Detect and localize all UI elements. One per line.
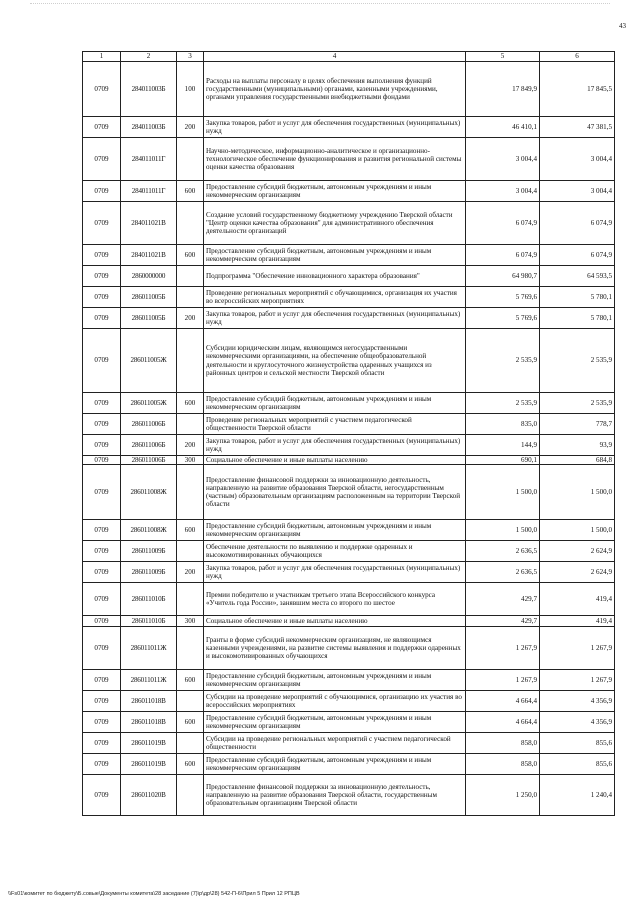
description-cell: Субсидии на проведение региональных мероприятий с участием педагогической общественности [204, 733, 466, 754]
header-col-2: 2 [121, 52, 177, 62]
code-cell: 286011020В [121, 775, 177, 816]
section-cell: 0709 [83, 245, 121, 266]
section-cell: 0709 [83, 287, 121, 308]
table-row [83, 465, 615, 520]
description-cell: Проведение региональных мероприятий с участием педагогической общественности Тверской области [204, 414, 466, 435]
description-cell: Подпрограмма "Обеспечение инновационного характера образования" [204, 266, 466, 287]
description-cell: Предоставление финансовой поддержки за инновационную деятельность, направленную на развитие образования Тверской области, негосударственным (частным) образовательным организациям расположенным на территории Тверской области [204, 465, 466, 520]
type-cell: 100 [177, 62, 204, 117]
description-cell: Гранты в форме субсидий некоммерческим организациям, не являющимся казенными учреждениями, на развитие системы выявления и поддержки одаренных и высокомотивированных обучающихся [204, 627, 466, 670]
code-cell: 286011009Б [121, 562, 177, 583]
amount-cell-2: 1 500,0 [540, 520, 615, 541]
description-cell: Субсидии юридическим лицам, являющимся негосударственными некоммерческими организациями, на обеспечение общеобразовательной деятельности и круглосуточного жизнеустройства одаренных учащихся из районных центров и сельской местности Тверской области [204, 329, 466, 393]
table-row [83, 181, 615, 202]
code-cell: 286011006Б [121, 414, 177, 435]
amount-cell-1: 4 664,4 [466, 691, 540, 712]
code-cell: 286011019В [121, 733, 177, 754]
section-cell: 0709 [83, 138, 121, 181]
amount-cell-2: 1 267,9 [540, 627, 615, 670]
amount-cell-1: 1 500,0 [466, 465, 540, 520]
amount-cell-2: 4 356,9 [540, 712, 615, 733]
type-cell: 600 [177, 245, 204, 266]
table-row [83, 329, 615, 393]
section-cell: 0709 [83, 202, 121, 245]
amount-cell-2: 1 240,4 [540, 775, 615, 816]
amount-cell-1: 690,1 [466, 456, 540, 465]
amount-cell-2: 17 845,5 [540, 62, 615, 117]
type-cell: 600 [177, 181, 204, 202]
code-cell: 286011010Б [121, 583, 177, 616]
amount-cell-1: 2 636,5 [466, 541, 540, 562]
description-cell: Обеспечение деятельности по выявлению и поддержке одаренных и высокомотивированных обучающихся [204, 541, 466, 562]
code-cell: 286011018В [121, 712, 177, 733]
table-row [83, 117, 615, 138]
type-cell: 600 [177, 393, 204, 414]
amount-cell-2: 3 004,4 [540, 138, 615, 181]
amount-cell-2: 6 074,9 [540, 245, 615, 266]
section-cell: 0709 [83, 456, 121, 465]
type-cell: 200 [177, 308, 204, 329]
section-cell: 0709 [83, 691, 121, 712]
table-row [83, 733, 615, 754]
section-cell: 0709 [83, 62, 121, 117]
amount-cell-1: 1 267,9 [466, 627, 540, 670]
section-cell: 0709 [83, 414, 121, 435]
table-row [83, 627, 615, 670]
table-row [83, 691, 615, 712]
code-cell: 286011009Б [121, 541, 177, 562]
code-cell: 286011005Б [121, 287, 177, 308]
amount-cell-2: 5 780,1 [540, 308, 615, 329]
table-row [83, 456, 615, 465]
amount-cell-1: 2 535,9 [466, 393, 540, 414]
amount-cell-2: 2 535,9 [540, 393, 615, 414]
amount-cell-1: 4 664,4 [466, 712, 540, 733]
table-row [83, 287, 615, 308]
type-cell [177, 541, 204, 562]
section-cell: 0709 [83, 266, 121, 287]
amount-cell-1: 6 074,9 [466, 245, 540, 266]
type-cell [177, 202, 204, 245]
type-cell [177, 627, 204, 670]
code-cell: 2860000000 [121, 266, 177, 287]
amount-cell-2: 855,6 [540, 733, 615, 754]
table-row [83, 62, 615, 117]
description-cell: Закупка товаров, работ и услуг для обеспечения государственных (муниципальных) нужд [204, 562, 466, 583]
amount-cell-2: 855,6 [540, 754, 615, 775]
table-row [83, 138, 615, 181]
table-row [83, 393, 615, 414]
header-col-3: 3 [177, 52, 204, 62]
section-cell: 0709 [83, 562, 121, 583]
description-cell: Социальное обеспечение и иные выплаты населению [204, 616, 466, 627]
table-row [83, 670, 615, 691]
code-cell: 286011011Ж [121, 670, 177, 691]
description-cell: Предоставление субсидий бюджетным, автономным учреждениям и иным некоммерческим организациям [204, 670, 466, 691]
description-cell: Предоставление субсидий бюджетным, автономным учреждениям и иным некоммерческим организациям [204, 520, 466, 541]
description-cell: Закупка товаров, работ и услуг для обеспечения государственных (муниципальных) нужд [204, 308, 466, 329]
amount-cell-1: 1 250,0 [466, 775, 540, 816]
amount-cell-2: 419,4 [540, 583, 615, 616]
section-cell: 0709 [83, 308, 121, 329]
amount-cell-2: 419,4 [540, 616, 615, 627]
description-cell: Научно-методическое, информационно-аналитическое и организационно-технологическое обеспечение функционирования и развития региональной системы оценки качества образования [204, 138, 466, 181]
code-cell: 284011003Б [121, 62, 177, 117]
section-cell: 0709 [83, 181, 121, 202]
table-row [83, 266, 615, 287]
description-cell: Премии победителю и участникам третьего этапа Всероссийского конкурса «Учитель года России», занявшим места со второго по шестое [204, 583, 466, 616]
section-cell: 0709 [83, 627, 121, 670]
type-cell: 200 [177, 435, 204, 456]
type-cell [177, 465, 204, 520]
description-cell: Социальное обеспечение и иные выплаты населению [204, 456, 466, 465]
header-col-1: 1 [83, 52, 121, 62]
type-cell: 200 [177, 117, 204, 138]
file-path-footer: \\Fs01\комитет по бюджету\Б.совые\Документы комитета\28 заседание (7)\р\др\28) 542-П-6\Прил 5 Прил 12 РПЦВ [8, 891, 300, 897]
type-cell: 600 [177, 754, 204, 775]
section-cell: 0709 [83, 775, 121, 816]
table-row [83, 583, 615, 616]
type-cell: 600 [177, 712, 204, 733]
type-cell [177, 691, 204, 712]
amount-cell-1: 2 636,5 [466, 562, 540, 583]
code-cell: 286011018В [121, 691, 177, 712]
amount-cell-1: 2 535,9 [466, 329, 540, 393]
type-cell: 300 [177, 616, 204, 627]
code-cell: 284011021В [121, 245, 177, 266]
description-cell: Создание условий государственному бюджетному учреждению Тверской области "Центр оценки качества образования" для административного обеспечения деятельности организаций [204, 202, 466, 245]
description-cell: Субсидии на проведение мероприятий с обучающимися, организацию их участия во всероссийских мероприятиях [204, 691, 466, 712]
section-cell: 0709 [83, 520, 121, 541]
header-row [83, 52, 615, 62]
amount-cell-2: 778,7 [540, 414, 615, 435]
page-number: 43 [619, 22, 626, 30]
type-cell [177, 287, 204, 308]
amount-cell-1: 858,0 [466, 754, 540, 775]
section-cell: 0709 [83, 754, 121, 775]
code-cell: 286011008Ж [121, 520, 177, 541]
table-row [83, 775, 615, 816]
amount-cell-1: 5 769,6 [466, 308, 540, 329]
amount-cell-2: 684,8 [540, 456, 615, 465]
amount-cell-1: 1 500,0 [466, 520, 540, 541]
table-row [83, 245, 615, 266]
code-cell: 286011006Б [121, 456, 177, 465]
type-cell [177, 266, 204, 287]
section-cell: 0709 [83, 117, 121, 138]
section-cell: 0709 [83, 465, 121, 520]
code-cell: 286011006Б [121, 435, 177, 456]
amount-cell-2: 2 624,9 [540, 562, 615, 583]
amount-cell-2: 64 593,5 [540, 266, 615, 287]
amount-cell-1: 64 980,7 [466, 266, 540, 287]
amount-cell-1: 6 074,9 [466, 202, 540, 245]
amount-cell-2: 47 381,5 [540, 117, 615, 138]
amount-cell-2: 2 535,9 [540, 329, 615, 393]
table-row [83, 520, 615, 541]
amount-cell-1: 17 849,9 [466, 62, 540, 117]
section-cell: 0709 [83, 329, 121, 393]
section-cell: 0709 [83, 712, 121, 733]
description-cell: Закупка товаров, работ и услуг для обеспечения государственных (муниципальных) нужд [204, 435, 466, 456]
amount-cell-2: 5 780,1 [540, 287, 615, 308]
table-row [83, 562, 615, 583]
type-cell: 600 [177, 520, 204, 541]
section-cell: 0709 [83, 616, 121, 627]
code-cell: 286011008Ж [121, 465, 177, 520]
type-cell [177, 329, 204, 393]
code-cell: 284011003Б [121, 117, 177, 138]
table-row [83, 435, 615, 456]
amount-cell-1: 1 267,9 [466, 670, 540, 691]
amount-cell-2: 2 624,9 [540, 541, 615, 562]
amount-cell-2: 4 356,9 [540, 691, 615, 712]
section-cell: 0709 [83, 733, 121, 754]
code-cell: 286011011Ж [121, 627, 177, 670]
amount-cell-1: 5 769,6 [466, 287, 540, 308]
section-cell: 0709 [83, 393, 121, 414]
type-cell [177, 414, 204, 435]
amount-cell-1: 144,9 [466, 435, 540, 456]
amount-cell-1: 429,7 [466, 583, 540, 616]
table-row [83, 541, 615, 562]
header-col-5: 5 [466, 52, 540, 62]
section-cell: 0709 [83, 541, 121, 562]
amount-cell-1: 3 004,4 [466, 181, 540, 202]
type-cell: 200 [177, 562, 204, 583]
description-cell: Предоставление субсидий бюджетным, автономным учреждениям и иным некоммерческим организациям [204, 754, 466, 775]
header-col-4: 4 [204, 52, 466, 62]
description-cell: Предоставление субсидий бюджетным, автономным учреждениям и иным некоммерческим организациям [204, 393, 466, 414]
section-cell: 0709 [83, 583, 121, 616]
table-row [83, 202, 615, 245]
amount-cell-1: 46 410,1 [466, 117, 540, 138]
type-cell [177, 138, 204, 181]
table-row [83, 754, 615, 775]
description-cell: Проведение региональных мероприятий с обучающимися, организация их участия во всероссийских мероприятиях [204, 287, 466, 308]
amount-cell-2: 93,9 [540, 435, 615, 456]
table-row [83, 712, 615, 733]
code-cell: 286011005Ж [121, 393, 177, 414]
type-cell: 300 [177, 456, 204, 465]
table-row [83, 308, 615, 329]
section-cell: 0709 [83, 435, 121, 456]
type-cell: 600 [177, 670, 204, 691]
description-cell: Предоставление субсидий бюджетным, автономным учреждениям и иным некоммерческим организациям [204, 181, 466, 202]
amount-cell-2: 6 074,9 [540, 202, 615, 245]
amount-cell-1: 3 004,4 [466, 138, 540, 181]
description-cell: Закупка товаров, работ и услуг для обеспечения государственных (муниципальных) нужд [204, 117, 466, 138]
table-row [83, 616, 615, 627]
type-cell [177, 733, 204, 754]
scan-edge-line [30, 3, 610, 6]
header-col-6: 6 [540, 52, 615, 62]
amount-cell-1: 858,0 [466, 733, 540, 754]
code-cell: 286011005Б [121, 308, 177, 329]
amount-cell-2: 3 004,4 [540, 181, 615, 202]
code-cell: 284011011Г [121, 138, 177, 181]
amount-cell-1: 429,7 [466, 616, 540, 627]
description-cell: Предоставление субсидий бюджетным, автономным учреждениям и иным некоммерческим организациям [204, 245, 466, 266]
code-cell: 286011019В [121, 754, 177, 775]
type-cell [177, 775, 204, 816]
table-row [83, 414, 615, 435]
section-cell: 0709 [83, 670, 121, 691]
description-cell: Предоставление финансовой поддержки за инновационную деятельность, направленную на развитие образования Тверской области, государственным образовательным организациям Тверской области [204, 775, 466, 816]
amount-cell-1: 835,0 [466, 414, 540, 435]
code-cell: 284011021В [121, 202, 177, 245]
code-cell: 284011011Г [121, 181, 177, 202]
budget-table [82, 51, 615, 816]
code-cell: 286011005Ж [121, 329, 177, 393]
description-cell: Расходы на выплаты персоналу в целях обеспечения выполнения функций государственными (муниципальными) органами, казенными учреждениями, органами управления государственными внебюджетными фондами [204, 62, 466, 117]
type-cell [177, 583, 204, 616]
amount-cell-2: 1 267,9 [540, 670, 615, 691]
code-cell: 286011010Б [121, 616, 177, 627]
description-cell: Предоставление субсидий бюджетным, автономным учреждениям и иным некоммерческим организациям [204, 712, 466, 733]
amount-cell-2: 1 500,0 [540, 465, 615, 520]
